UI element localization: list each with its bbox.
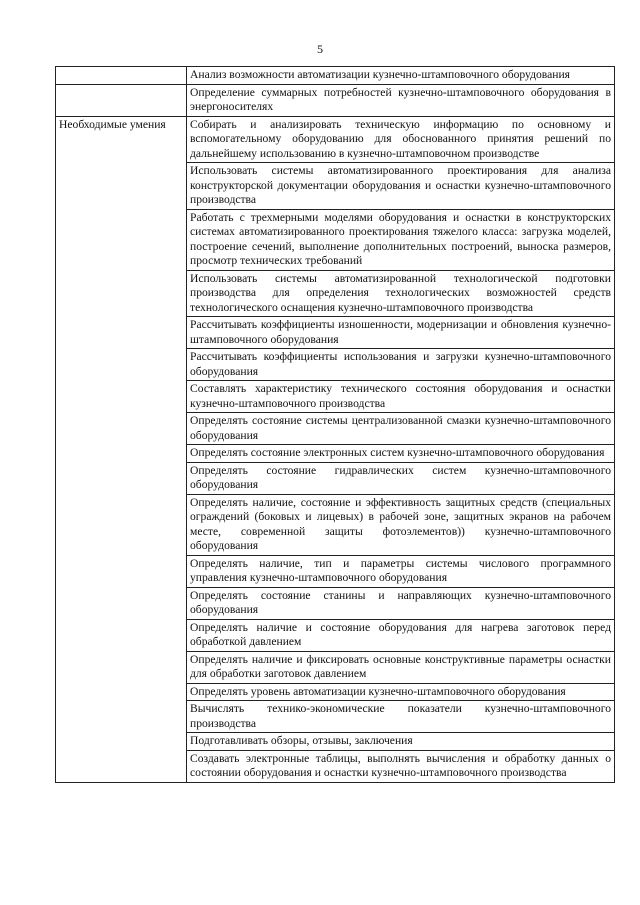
- table-row: [56, 84, 615, 116]
- table-row: [56, 116, 615, 163]
- skill-cell: Определять наличие, состояние и эффективность защитных средств (специальных ограждений (боковых и лицевых) в рабочей зоне, защитных экранов на рабочем месте, современной защиты фотоэлементов)) кузнечно-штамповочного оборудования: [187, 494, 615, 555]
- table-cell: Определение суммарных потребностей кузнечно-штамповочного оборудования в энергоносителях: [187, 84, 615, 116]
- skill-cell: Использовать системы автоматизированного проектирования для анализа конструкторской документации оборудования и оснастки кузнечно-штамповочного производства: [187, 163, 615, 210]
- skill-cell: Рассчитывать коэффициенты использования и загрузки кузнечно-штамповочного оборудования: [187, 349, 615, 381]
- skill-cell: Работать с трехмерными моделями оборудования и оснастки в конструкторских системах автоматизированного проектирования тяжелого класса: загрузка моделей, построение сечений, выполнение дополнительных построений, выноска размеров, просмотр технических требований: [187, 209, 615, 270]
- skill-cell: Определять уровень автоматизации кузнечно-штамповочного оборудования: [187, 683, 615, 701]
- skill-cell: Определять состояние гидравлических систем кузнечно-штамповочного оборудования: [187, 462, 615, 494]
- skill-cell: Вычислять технико-экономические показатели кузнечно-штамповочного производства: [187, 701, 615, 733]
- skill-cell: Рассчитывать коэффициенты изношенности, модернизации и обновления кузнечно-штамповочного оборудования: [187, 317, 615, 349]
- skills-table: [55, 66, 615, 783]
- skill-cell: Использовать системы автоматизированной технологической подготовки производства для определения технологических возможностей средств технологического оснащения кузнечно-штамповочного производства: [187, 270, 615, 317]
- table-row: [56, 67, 615, 85]
- skill-cell: Определять состояние станины и направляющих кузнечно-штамповочного оборудования: [187, 587, 615, 619]
- page-number: 5: [317, 42, 323, 56]
- group-label-cell: Необходимые умения: [56, 116, 187, 782]
- empty-label-cell: [56, 67, 187, 85]
- skill-cell: Определять наличие, тип и параметры системы числового программного управления кузнечно-штамповочного оборудования: [187, 555, 615, 587]
- skill-cell: Создавать электронные таблицы, выполнять вычисления и обработку данных о состоянии оборудования и оснастки кузнечно-штамповочного производства: [187, 750, 615, 782]
- skill-cell: Определять наличие и состояние оборудования для нагрева заготовок перед обработкой давлением: [187, 619, 615, 651]
- skill-cell: Определять состояние электронных систем кузнечно-штамповочного оборудования: [187, 445, 615, 463]
- skill-cell: Собирать и анализировать техническую информацию по основному и вспомогательному оборудованию для обоснованного принятия решений по дальнейшему использованию в кузнечно-штамповочном производстве: [187, 116, 615, 163]
- table-cell: Анализ возможности автоматизации кузнечно-штамповочного оборудования: [187, 67, 615, 85]
- skill-cell: Определять состояние системы централизованной смазки кузнечно-штамповочного оборудования: [187, 413, 615, 445]
- skill-cell: Подготавливать обзоры, отзывы, заключения: [187, 733, 615, 751]
- empty-label-cell: [56, 84, 187, 116]
- skill-cell: Составлять характеристику технического состояния оборудования и оснастки кузнечно-штамповочного производства: [187, 381, 615, 413]
- skill-cell: Определять наличие и фиксировать основные конструктивные параметры оснастки для обработки заготовок давлением: [187, 651, 615, 683]
